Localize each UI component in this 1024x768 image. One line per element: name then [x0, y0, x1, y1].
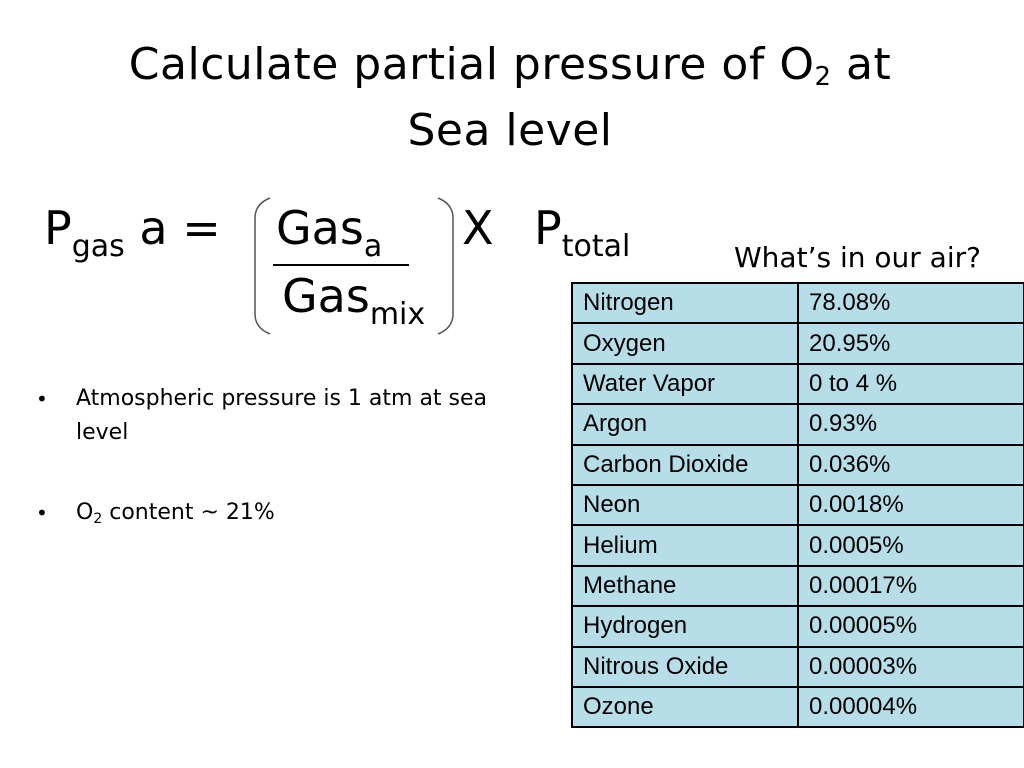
table-row — [572, 283, 1024, 323]
bullet-item: • $O_2$ content ~ 21% — [36, 496, 536, 536]
title-line-1: Calculate partial pressure of $O_2$ at — [128, 39, 892, 92]
air-table-body — [572, 283, 1024, 727]
formula-total-pressure: $P_{total}$ — [534, 201, 631, 264]
gas-name-cell: Hydrogen — [572, 606, 798, 646]
gas-percentage-cell: 0.036% — [798, 445, 1024, 485]
bullet-dot-icon: • — [36, 501, 48, 525]
gas-name-cell: Methane — [572, 566, 798, 606]
left-paren-icon — [252, 196, 272, 336]
table-row — [572, 364, 1024, 404]
table-row — [572, 647, 1024, 687]
formula-lhs: $P_{gas}$ a = — [44, 201, 221, 264]
gas-percentage-cell: 78.08% — [798, 283, 1024, 323]
table-row — [572, 485, 1024, 525]
bullet-list — [36, 382, 536, 536]
fraction-numerator: Gas$_a$ — [276, 201, 383, 264]
gas-percentage-cell: 0.0005% — [798, 525, 1024, 565]
fraction-bar — [273, 264, 409, 266]
air-composition-table — [571, 282, 1024, 728]
gas-percentage-cell: 20.95% — [798, 323, 1024, 363]
table-row — [572, 566, 1024, 606]
gas-name-cell: Argon — [572, 404, 798, 444]
gas-name-cell: Ozone — [572, 687, 798, 727]
table-row — [572, 404, 1024, 444]
table-row — [572, 606, 1024, 646]
gas-percentage-cell: 0.00017% — [798, 566, 1024, 606]
table-row — [572, 687, 1024, 727]
gas-percentage-cell: 0.93% — [798, 404, 1024, 444]
fraction-denominator: Gas$_{mix}$ — [282, 269, 426, 332]
table-row — [572, 323, 1024, 363]
bullet-dot-icon: • — [36, 387, 48, 411]
gas-name-cell: Neon — [572, 485, 798, 525]
gas-percentage-cell: 0 to 4 % — [798, 364, 1024, 404]
gas-percentage-cell: 0.00003% — [798, 647, 1024, 687]
gas-percentage-cell: 0.00004% — [798, 687, 1024, 727]
gas-name-cell: Water Vapor — [572, 364, 798, 404]
gas-name-cell: Oxygen — [572, 323, 798, 363]
gas-name-cell: Nitrogen — [572, 283, 798, 323]
gas-name-cell: Nitrous Oxide — [572, 647, 798, 687]
bullet-item: • Atmospheric pressure is 1 atm at sea level — [36, 382, 536, 450]
table-caption: What’s in our air? — [734, 241, 981, 274]
gas-name-cell: Carbon Dioxide — [572, 445, 798, 485]
gas-name-cell: Helium — [572, 525, 798, 565]
title-line-2: Sea level — [407, 105, 613, 156]
gas-percentage-cell: 0.0018% — [798, 485, 1024, 525]
table-row — [572, 445, 1024, 485]
multiply-sign: X — [462, 201, 494, 255]
gas-percentage-cell: 0.00005% — [798, 606, 1024, 646]
right-paren-icon — [436, 196, 456, 336]
table-row — [572, 525, 1024, 565]
